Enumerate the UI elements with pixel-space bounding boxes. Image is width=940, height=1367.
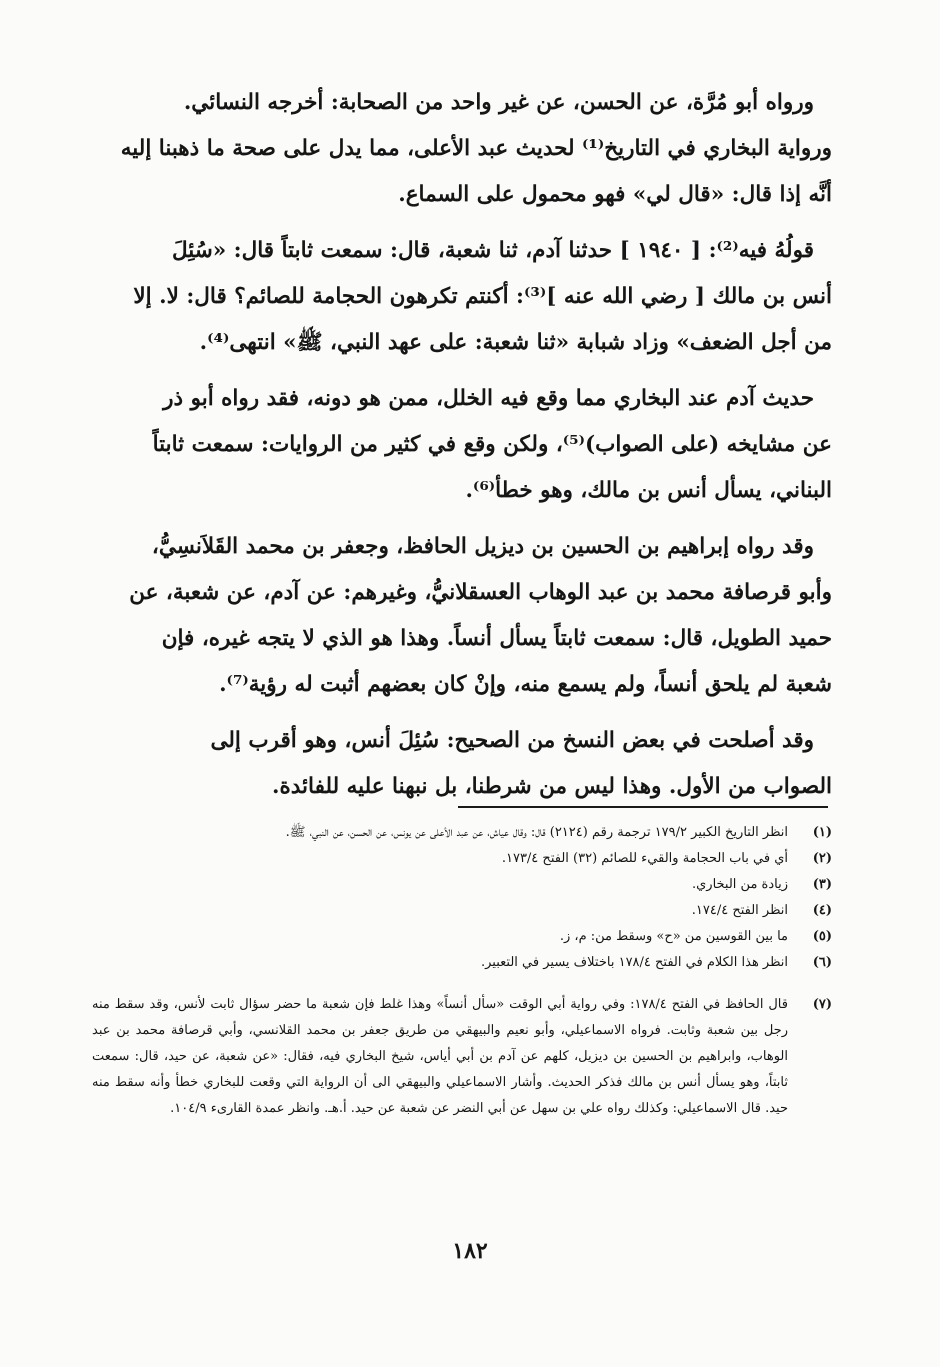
footnote-text: زيادة من البخاري.	[691, 877, 788, 892]
footnote	[92, 924, 832, 950]
paragraph	[92, 718, 832, 810]
text-line: ورواه أبو مُرَّة، عن الحسن، عن غير واحد من الصحابة: أخرجه النسائي.	[183, 90, 814, 115]
paragraph	[92, 80, 832, 218]
text-line: البناني، يسأل أنس بن مالك، وهو خطأ⁽⁶⁾.	[465, 478, 832, 503]
footnote-text: انظر التاريخ الكبير ١٧٩/٢ ترجمة رقم (٢١٢٤) قال: وقال عياش، عن عبد الأعلى عن يونس، عن الحسن، عن النبي، ﷺ.	[285, 825, 788, 840]
footnote-separator	[458, 806, 828, 808]
paragraph	[92, 228, 832, 366]
paragraph	[92, 376, 832, 514]
text-line: أنس بن مالك [ رضي الله عنه ]⁽³⁾: أكنتم تكرهون الحجامة للصائم؟ قال: لا. إلا	[133, 284, 832, 309]
footnote-text: أي في باب الحجامة والقيء للصائم (٣٢) الفتح ١٧٣/٤.	[501, 851, 788, 866]
footnote-number: (٢)	[812, 851, 832, 866]
text-line: الصواب من الأول. وهذا ليس من شرطنا، بل نبهنا عليه للفائدة.	[272, 774, 832, 799]
page-number: ١٨٢	[452, 1238, 488, 1264]
main-text	[92, 80, 832, 820]
footnote-text: انظر الفتح ١٧٤/٤.	[691, 903, 788, 918]
footnote	[92, 872, 832, 898]
text-line: من أجل الضعف» وزاد شبابة «ثنا شعبة: على عهد النبي، ﷺ» انتهى⁽⁴⁾.	[199, 330, 832, 355]
text-line: شعبة لم يلحق أنساً، ولم يسمع منه، وإنْ كان بعضهم أثبت له رؤية⁽⁷⁾.	[219, 672, 832, 697]
footnote-number: (٣)	[812, 877, 832, 892]
text-line: وقد رواه إبراهيم بن الحسين بن ديزيل الحافظ، وجعفر بن محمد القَلاَنسِيُّ،	[151, 534, 814, 559]
footnote-number: (٤)	[812, 903, 832, 918]
footnote-number: (٧)	[812, 997, 832, 1012]
footnote	[92, 898, 832, 924]
text-line: قولُهُ فيه⁽²⁾: [ ١٩٤٠ ] حدثنا آدم، ثنا شعبة، قال: سمعت ثابتاً قال: «سُئِلَ	[171, 238, 814, 263]
text-line: عن مشايخه (على الصواب)⁽⁵⁾، ولكن وقع في كثير من الروايات: سمعت ثابتاً	[152, 432, 832, 457]
footnotes	[92, 820, 832, 1122]
paragraph	[92, 524, 832, 708]
text-line: حديث آدم عند البخاري مما وقع فيه الخلل، ممن هو دونه، فقد رواه أبو ذر	[163, 386, 814, 411]
text-line: أنَّه إذا قال: «قال لي» فهو محمول على السماع.	[398, 182, 832, 207]
footnote-text: قال الحافظ في الفتح ١٧٨/٤: وفي رواية أبي الوقت «سأل أنساً» وهذا غلط فإن شعبة ما حضر سؤال ثابت لأنس، وقد سقط منه رجل بين شعبة وثابت. فرواه الاسماعيلي، وأبو نعيم والبيهقي من طريق جعفر بن محمد القلانسي، وأبي قرصافة محمد بن عبد الوهاب، وابراهيم بن الحسين بن ديزيل، كلهم عن آدم بن أبي أياس، شيخ البخاري فيه، فقال: «عن شعبة، عن حيد، قال: سمعت ثابتاً، وهو يسأل أنس بن مالك فذكر الحديث. وأشار الاسماعيلي والبيهقي الى أن الرواية التي وقعت للبخاري خطأ وأنه سقط منه حيد. قال الاسماعيلي: وكذلك رواه علي بن سهل عن أبي النضر عن شعبة عن حيد. أ.هـ. وانظر عمدة القارىء ١٠٤/٩.	[92, 997, 788, 1116]
text-line: حميد الطويل، قال: سمعت ثابتاً يسأل أنساً. وهذا هو الذي لا يتجه غيره، فإن	[161, 626, 832, 651]
footnote-number: (٦)	[812, 955, 832, 970]
footnote	[92, 820, 832, 846]
footnote-text: انظر هذا الكلام في الفتح ١٧٨/٤ باختلاف يسير في التعبير.	[481, 955, 788, 970]
text-line: وأبو قرصافة محمد بن عبد الوهاب العسقلانيُّ، وغيرهم: عن آدم، عن شعبة، عن	[129, 580, 832, 605]
footnote	[92, 846, 832, 872]
footnote	[92, 950, 832, 976]
footnote-number: (١)	[812, 825, 832, 840]
text-line: ورواية البخاري في التاريخ⁽¹⁾ لحديث عبد الأعلى، مما يدل على صحة ما ذهبنا إليه	[120, 136, 832, 161]
text-line: وقد أصلحت في بعض النسخ من الصحيح: سُئِلَ أنس، وهو أقرب إلى	[210, 728, 814, 753]
footnote-text: ما بين القوسين من «ح» وسقط من: م، ز.	[559, 929, 788, 944]
footnote	[92, 992, 832, 1122]
footnote-number: (٥)	[812, 929, 832, 944]
